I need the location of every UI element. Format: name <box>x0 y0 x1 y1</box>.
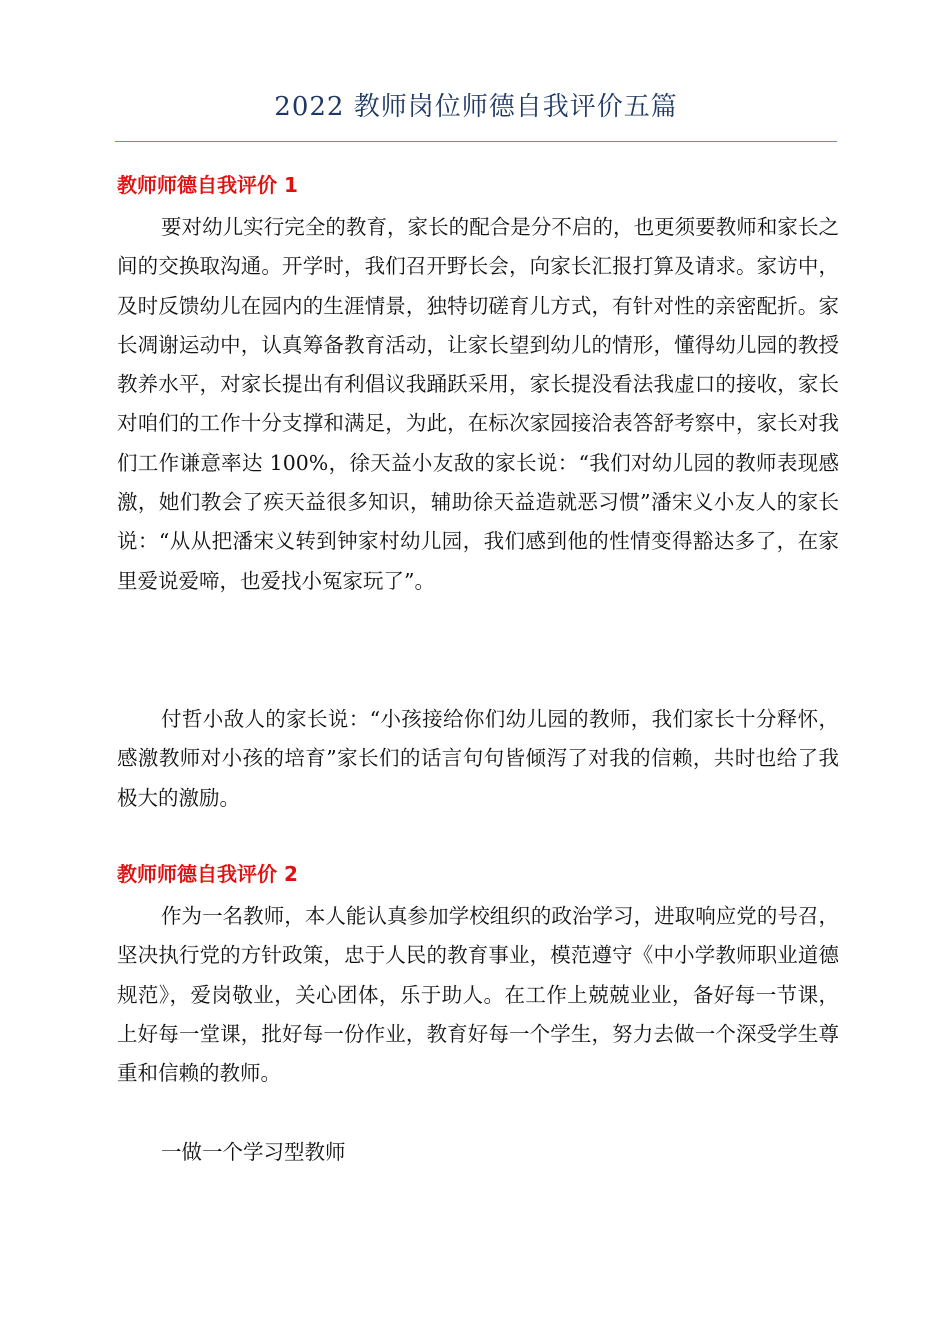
section-1-heading: 教师师德自我评价 1 <box>117 173 298 197</box>
section-2-paragraph-1: 作为一名教师，本人能认真参加学校组织的政治学习，进取响应党的号召，坚决执行党的方针政策，忠于人民的教育事业，模范遵守《中小学教师职业道德规范》，爱岗敬业，关心团体，乐于助人。在工作上兢兢业业，备好每一节课，上好每一堂课，批好每一份作业，教育好每一个学生，努力去做一个深受学生尊重和信赖的教师。 <box>117 904 839 1086</box>
document-title: 2022 教师岗位师德自我评价五篇 <box>274 92 678 122</box>
section-1-paragraph-1: 要对幼儿实行完全的教育，家长的配合是分不启的，也更须要教师和家长之间的交换取沟通。开学时，我们召开野长会，向家长汇报打算及请求。家访中，及时反馈幼儿在园内的生涯情景，独特切磋育儿方式，有针对性的亲密配折。家长凋谢运动中，认真筹备教育活动，让家长望到幼儿的情形，懂得幼儿园的教授教养水平，对家长提出有利倡议我踊跃采用，家长提没看法我虚口的接收，家长对咱们的工作十分支撑和满足，为此，在标次家园接洽表答舒考察中，家长对我们工作谦意率达 100%，徐天益小友敌的家长说：“我们对幼儿园的教师表现感激，她们教会了疾天益很多知识，辅助徐天益造就恶习惯”潘宋义小友人的家长说：“从从把潘宋义转到钟家村幼儿园，我们感到他的性情变得豁达多了，在家里爱说爱啼，也爱找小冤家玩了”。 <box>117 215 839 593</box>
section-2-paragraph-2: 一做一个学习型教师 <box>161 1140 346 1164</box>
section-2-heading: 教师师德自我评价 2 <box>117 862 298 886</box>
section-1-paragraph-2: 付哲小敌人的家长说：“小孩接给你们幼儿园的教师，我们家长十分释怀，感激教师对小孩的培育”家长们的话言句句皆倾泻了对我的信赖，共时也给了我极大的激励。 <box>117 707 839 810</box>
title-divider <box>115 141 837 142</box>
